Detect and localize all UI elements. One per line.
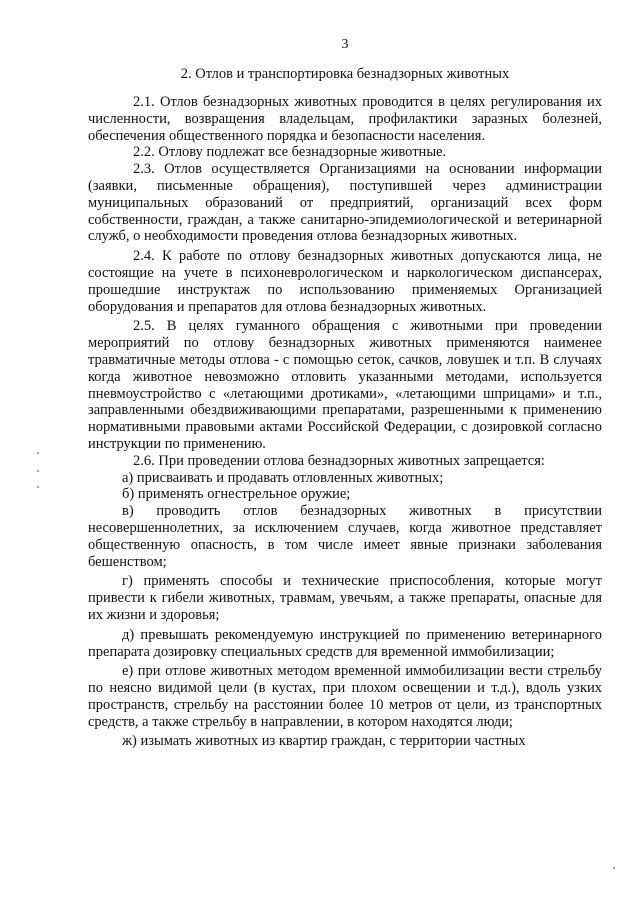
scan-speck [613,867,615,869]
list-item-b: б) применять огнестрельное оружие; [122,486,351,503]
paragraph-2-4: 2.4. К работе по отлову безнадзорных животных допускаются лица, не состоящие на учете в психоневрологическом и наркологическом диспансерах, прошедшие инструктаж по использованию применяемых Организацией оборудования и препаратов для отлова безнадзорных животных. [88,248,602,315]
paragraph-2-2: 2.2. Отлову подлежат все безнадзорные животные. [133,144,447,161]
paragraph-2-3: 2.3. Отлов осуществляется Организациями на основании информации (заявки, письменные обращения), поступившей через администрации муниципальных образований от предприятий, организаций всех форм собственности, граждан, а также санитарно-эпидемиологической и ветеринарной служб, о необходимости проведения отлова безнадзорных животных. [88,161,602,245]
scan-speck [37,470,39,472]
paragraph-2-1: 2.1. Отлов безнадзорных животных проводится в целях регулирования их численности, возвращения владельцам, профилактики заразных болезней, обеспечения общественного порядка и безопасности населения. [88,94,602,144]
list-item-v: в) проводить отлов безнадзорных животных в присутствии несовершеннолетних, за исключением случаев, когда животное представляет общественную опасность, в том числе имеет явные признаки заболевания бешенством; [88,503,602,570]
list-item-zh: ж) изымать животных из квартир граждан, с территории частных [122,733,526,750]
list-item-d: д) превышать рекомендуемую инструкцией по применению ветеринарного препарата дозировку специальных средств для временной иммобилизации; [88,626,602,660]
body-text [88,94,602,750]
page-number: 3 [341,37,349,52]
list-item-g: г) применять способы и технические приспособления, которые могут привести к гибели животных, травмам, увечьям, а также препараты, опасные для их жизни и здоровья; [88,573,602,623]
list-item-a: а) присваивать и продавать отловленных животных; [122,469,444,486]
paragraph-2-6: 2.6. При проведении отлова безнадзорных животных запрещается: [133,452,545,469]
section-title: 2. Отлов и транспортировка безнадзорных животных [180,66,510,82]
scan-speck [37,452,39,454]
list-item-e: е) при отлове животных методом временной иммобилизации вести стрельбу по неясно видимой цели (в кустах, при плохом освещении и т.д.), вдоль узких пространств, стрельбу на расстоянии более 10 метров от цели, из транспортных средств, а также стрельбу в направлении, в котором находятся люди; [88,663,602,730]
scan-speck [37,486,39,488]
paragraph-2-5: 2.5. В целях гуманного обращения с животными при проведении мероприятий по отлову безнадзорных животных применяются наименее травматичные методы отлова - с помощью сеток, сачков, ловушек и т.п. В случаях когда животное невозможно отловить указанными методами, используется пневмоустройство с «летающими дротиками», «летающими шприцами» и т.п., заправленными обездвиживающими препаратами, разрешенными к применению нормативными правовыми актами Российской Федерации, с дозировкой согласно инструкции по применению. [88,318,602,452]
